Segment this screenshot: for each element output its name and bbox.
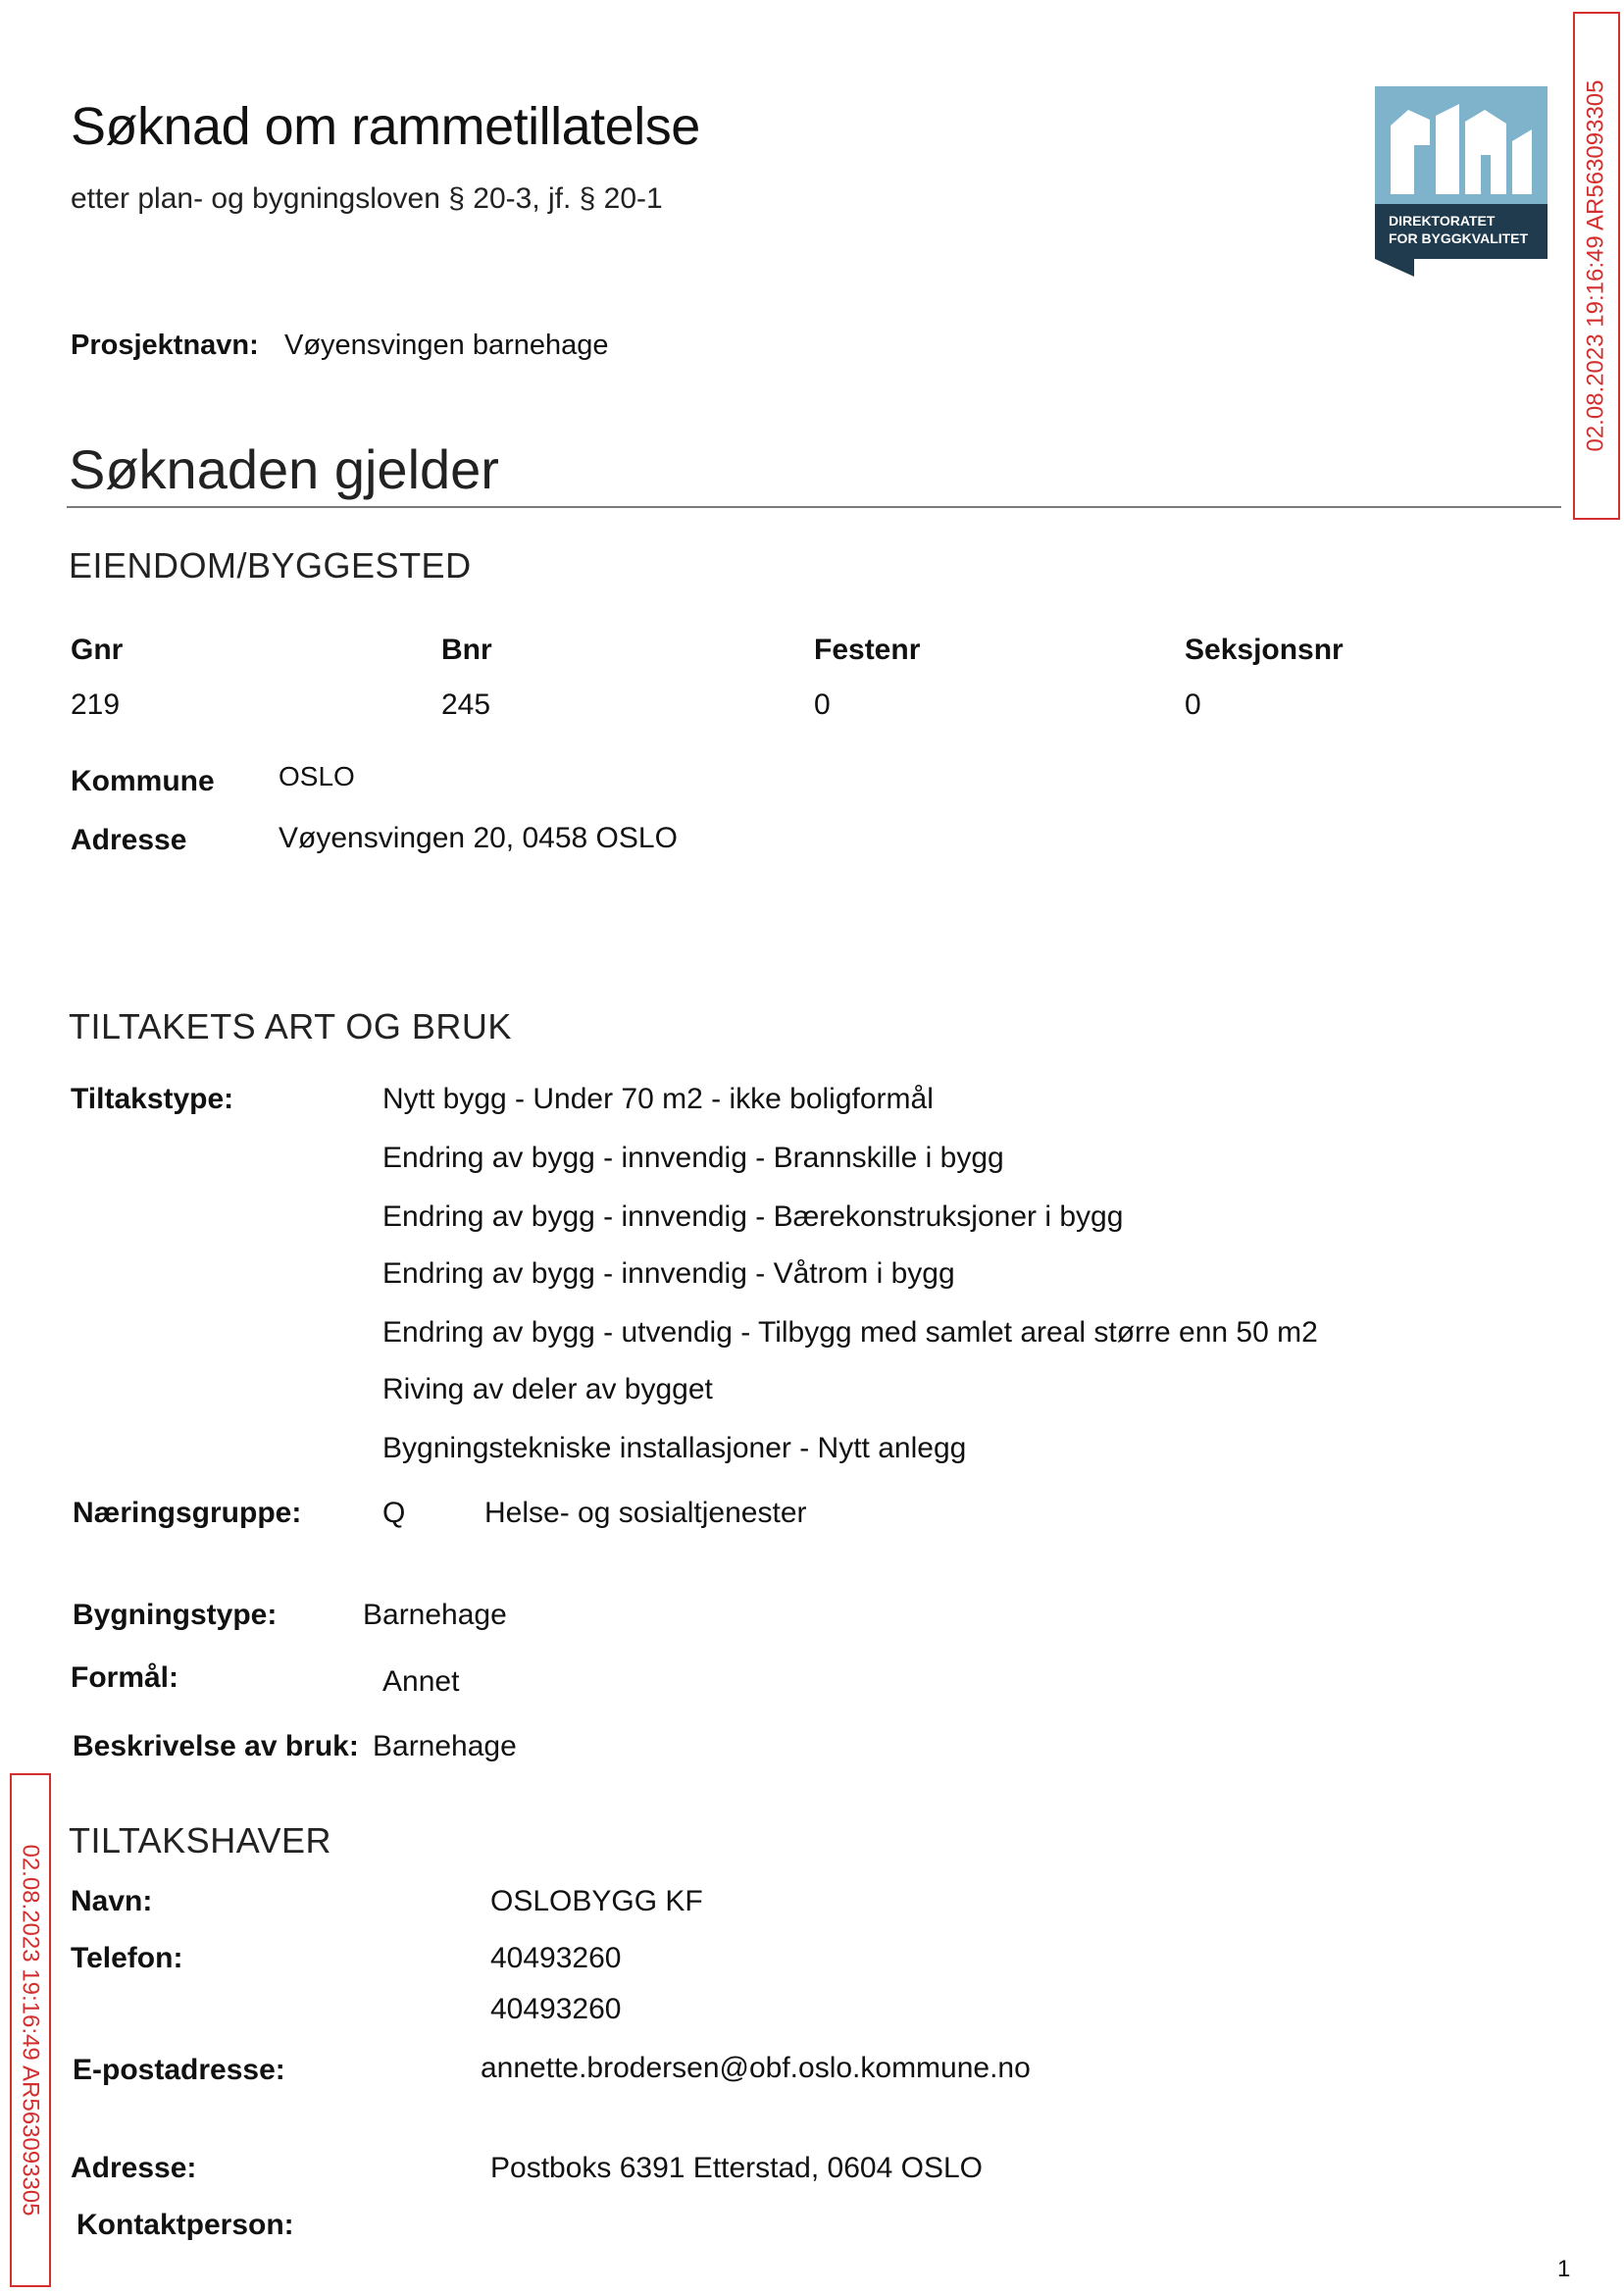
page-number: 1 xyxy=(1557,2256,1571,2282)
adresse-label: Adresse xyxy=(71,824,187,856)
telefon-value-secondary: 40493260 xyxy=(490,1993,622,2025)
formal-value: Annet xyxy=(382,1665,460,1698)
project-value: Vøyensvingen barnehage xyxy=(284,330,609,361)
tiltakshaver-adresse-label: Adresse: xyxy=(71,2152,197,2184)
naeringsgruppe-label: Næringsgruppe: xyxy=(73,1497,302,1529)
tiltakstype-item: Endring av bygg - innvendig - Bærekonstruksjoner i bygg xyxy=(382,1200,1124,1233)
tiltakshaver-adresse-value: Postboks 6391 Etterstad, 0604 OSLO xyxy=(490,2152,983,2184)
main-heading: Søknaden gjelder xyxy=(69,438,499,500)
logo-graphic xyxy=(1375,86,1548,277)
festenr-label: Festenr xyxy=(814,634,921,666)
navn-value: OSLOBYGG KF xyxy=(490,1885,703,1917)
adresse-value: Vøyensvingen 20, 0458 OSLO xyxy=(279,822,678,854)
bygningstype-label: Bygningstype: xyxy=(73,1599,278,1631)
seksjonsnr-label: Seksjonsnr xyxy=(1185,634,1344,666)
tiltakshaver-section-heading: TILTAKSHAVER xyxy=(69,1820,332,1861)
tiltakstype-item: Riving av deler av bygget xyxy=(382,1373,713,1405)
bnr-value: 245 xyxy=(441,688,491,721)
gnr-label: Gnr xyxy=(71,634,124,666)
timestamp-stamp-bottom xyxy=(10,1773,51,2287)
navn-label: Navn: xyxy=(71,1885,153,1917)
tiltak-section-heading: TILTAKETS ART OG BRUK xyxy=(69,1006,512,1046)
formal-label: Formål: xyxy=(71,1661,179,1694)
beskrivelse-value: Barnehage xyxy=(373,1730,517,1762)
document-title: Søknad om rammetillatelse xyxy=(71,97,700,156)
tiltakstype-item: Nytt bygg - Under 70 m2 - ikke boligformål xyxy=(382,1083,934,1115)
festenr-value: 0 xyxy=(814,688,831,721)
gnr-value: 219 xyxy=(71,688,121,721)
heading-divider xyxy=(67,506,1561,508)
naeringsgruppe-code: Q xyxy=(382,1497,406,1529)
logo-text-line2: FOR BYGGKVALITET xyxy=(1389,230,1529,246)
kommune-value: OSLO xyxy=(279,761,355,791)
logo-text-line1: DIREKTORATET xyxy=(1389,213,1496,229)
dibk-logo xyxy=(1375,86,1548,277)
bnr-label: Bnr xyxy=(441,634,492,666)
document-subtitle: etter plan- og bygningsloven § 20-3, jf. § 20-1 xyxy=(71,182,663,215)
kontaktperson-label: Kontaktperson: xyxy=(76,2209,294,2241)
seksjonsnr-value: 0 xyxy=(1185,688,1201,721)
kommune-label: Kommune xyxy=(71,765,215,797)
telefon-label: Telefon: xyxy=(71,1942,183,1974)
stamp-text: 02.08.2023 19:16:49 AR563093305 xyxy=(1583,79,1609,452)
property-section-heading: EIENDOM/BYGGESTED xyxy=(69,545,472,586)
tiltakstype-item: Bygningstekniske installasjoner - Nytt anlegg xyxy=(382,1432,967,1464)
beskrivelse-label: Beskrivelse av bruk: xyxy=(73,1730,359,1762)
telefon-value: 40493260 xyxy=(490,1942,622,1974)
tiltakstype-item: Endring av bygg - innvendig - Brannskille i bygg xyxy=(382,1142,1004,1174)
project-label: Prosjektnavn: xyxy=(71,330,259,361)
tiltakstype-item: Endring av bygg - innvendig - Våtrom i bygg xyxy=(382,1257,955,1290)
tiltakstype-label: Tiltakstype: xyxy=(71,1083,234,1115)
timestamp-stamp-top xyxy=(1573,12,1620,520)
bygningstype-value: Barnehage xyxy=(363,1599,507,1631)
tiltakstype-item: Endring av bygg - utvendig - Tilbygg med samlet areal større enn 50 m2 xyxy=(382,1316,1318,1349)
stamp-text: 02.08.2023 19:16:49 AR563093305 xyxy=(18,1844,44,2217)
epost-label: E-postadresse: xyxy=(73,2054,285,2086)
epost-value: annette.brodersen@obf.oslo.kommune.no xyxy=(481,2052,1031,2084)
naeringsgruppe-value: Helse- og sosialtjenester xyxy=(484,1497,807,1529)
